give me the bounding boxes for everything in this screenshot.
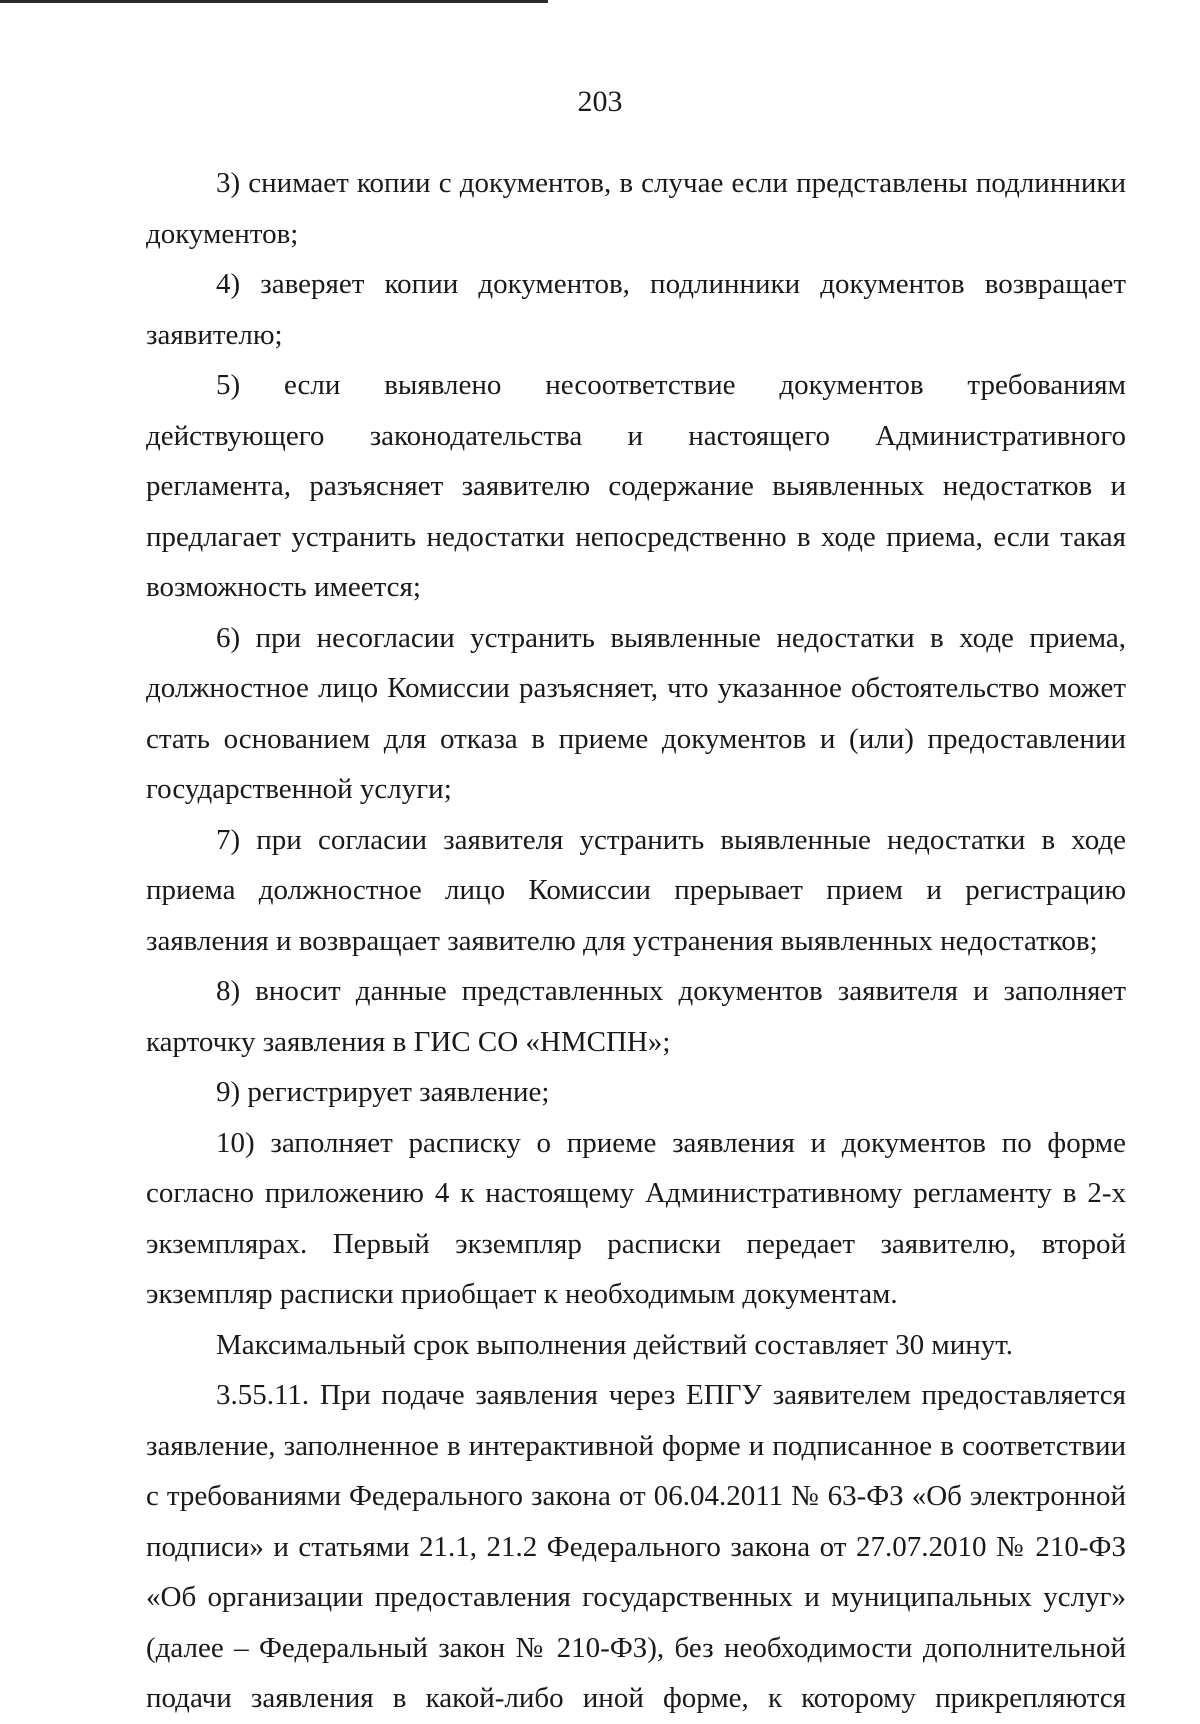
- paragraph-max-time: Максимальный срок выполнения действий составляет 30 минут.: [216, 1328, 1014, 1361]
- top-rule: [0, 0, 548, 3]
- paragraph-item-5: 5) если выявлено несоответствие документов требованиям действующего законодательства и настоящего Административного регламента, разъясняет заявителю содержание выявленных недостатков и предлагает устранить недостатки непосредственно в ходе приема, если такая возможность имеется;: [146, 369, 1126, 603]
- paragraph-3-55-11: 3.55.11. При подаче заявления через ЕПГУ заявителем предоставляется заявление, заполненное в интерактивной форме и подписанное в соответствии с требованиями Федерального закона от 06.04.2011 № 63-ФЗ «Об электронной подписи» и статьями 21.1, 21.2 Федерального закона от 27.07.2010 № 210-ФЗ «Об организации предоставления государственных и муниципальных услуг» (далее – Федеральный закон № 210-ФЗ), без необходимости дополнительной подачи заявления в какой-либо иной форме, к которому прикрепляются: [146, 1379, 1126, 1714]
- paragraph-item-3: 3) снимает копии с документов, в случае если представлены подлинники документов;: [146, 167, 1126, 250]
- paragraph-item-4: 4) заверяет копии документов, подлинники документов возвращает заявителю;: [146, 268, 1126, 351]
- paragraph-item-8: 8) вносит данные представленных документов заявителя и заполняет карточку заявления в ГИС СО «НМСПН»;: [146, 975, 1126, 1058]
- page-number: 203: [577, 85, 623, 118]
- paragraph-item-10: 10) заполняет расписку о приеме заявления и документов по форме согласно приложению 4 к настоящему Административному регламенту в 2-х экземплярах. Первый экземпляр расписки передает заявителю, второй экземпляр расписки приобщает к необходимым документам.: [146, 1126, 1126, 1310]
- paragraph-item-6: 6) при несогласии устранить выявленные недостатки в ходе приема, должностное лицо Комиссии разъясняет, что указанное обстоятельство может стать основанием для отказа в приеме документов и (или) предоставлении государственной услуги;: [146, 621, 1126, 805]
- paragraph-item-7: 7) при согласии заявителя устранить выявленные недостатки в ходе приема должностное лицо Комиссии прерывает прием и регистрацию заявления и возвращает заявителю для устранения выявленных недостатков;: [146, 823, 1126, 957]
- document-body: [146, 158, 1126, 1724]
- paragraph-item-9: 9) регистрирует заявление;: [216, 1076, 550, 1108]
